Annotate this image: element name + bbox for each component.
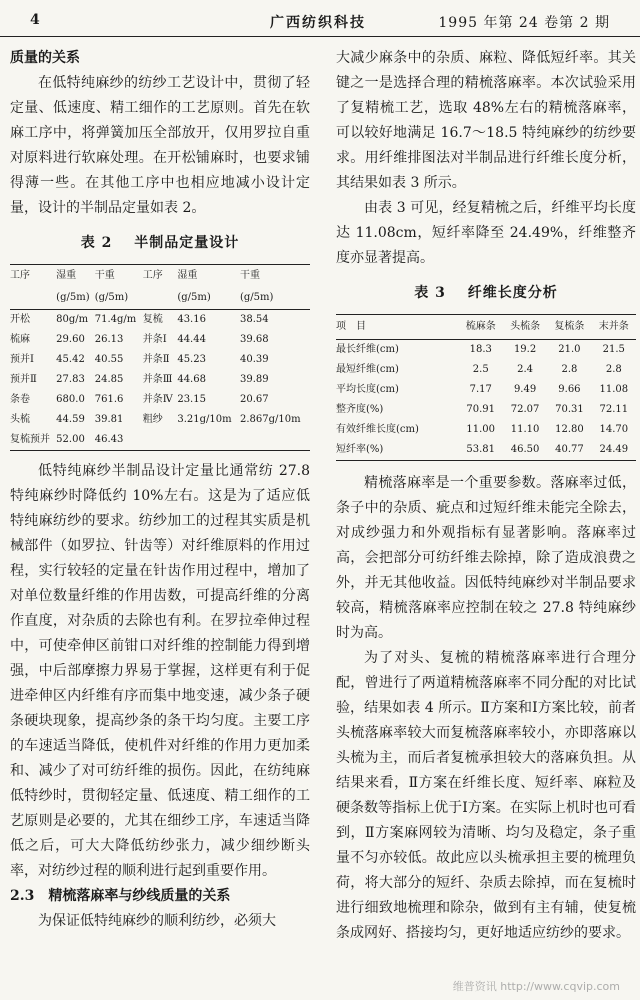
table-cell: 粗纱 [142,414,163,425]
table-cell: 44.59 [56,414,85,425]
table2-header: 湿重 [177,270,198,281]
issue-info: 1995 年第 24 卷第 2 期 [438,15,610,31]
table3-header: 头梳条 [503,315,547,340]
right-column [336,46,636,946]
table3-caption [336,281,636,306]
table-cell: 梳麻 [10,334,30,345]
table-cell: 2.5 [472,364,489,375]
table-cell: 并条Ⅰ [142,334,167,345]
table3-body [336,340,636,461]
table-cell: 2.867g/10m [239,414,301,425]
table-cell: 45.23 [177,354,206,365]
table-cell: 27.83 [56,374,85,385]
table3-header: 梳麻条 [459,315,503,340]
table-cell: 40.39 [239,354,269,365]
table-cell: 72.07 [510,404,540,415]
table2-unit: (g/5m) [240,287,310,310]
watermark: 维普资讯 http://www.cqvip.com [452,980,620,993]
section-heading-continued: 质量的关系 [10,50,80,66]
paragraph: 在低特纯麻纱的纺纱工艺设计中，贯彻了轻定量、低速度、精工细作的工艺原则。首先在软麻工序中，将弹簧加压全部放开，仅用罗拉自重对原料进行软麻处理。在开松铺麻时，也要求铺得薄一些。在其他工序中也相应地减小设计定量，设计的半制品定量如表 2。 [10,75,310,216]
table2-header: 干重 [239,270,260,281]
table-cell: 70.91 [466,404,496,415]
table-cell: 复梳 [142,314,163,325]
table-row [10,370,310,390]
table2-label: 表 2 [80,235,113,251]
table-cell [240,430,310,451]
table3 [336,314,636,461]
table-cell: 有效纤维长度(cm) [336,424,419,435]
page-number: 4 [30,12,40,28]
table-row [336,340,636,361]
table-cell: 52.00 [56,434,85,445]
table-cell: 2.8 [605,364,622,375]
table-row [10,310,310,331]
table-cell: 26.13 [94,334,124,345]
table-row [10,430,310,451]
table-cell: 70.31 [555,404,584,415]
table-cell: 46.43 [94,434,124,445]
table-cell: 761.6 [94,394,124,405]
paragraph: 为了对头、复梳的精梳落麻率进行合理分配，曾进行了两道精梳落麻率不同分配的对比试验，结果如表 4 所示。Ⅱ方案和Ⅰ方案比较，前者头梳落麻率较大而复梳落麻率较小，亦即落麻以头梳为主，而后者复梳承担较大的落麻负担。从结果来看，Ⅱ方案在纤维长度、短纤率、麻粒及硬条数等指标上优于Ⅰ方案。在实际上机时也可看到，Ⅱ方案麻网较为清晰、均匀及稳定，条子重量不匀亦较低。故此应以头梳承担主要的梳理负荷，将大部分的短纤、杂质去除掉，而在复梳时进行细致地梳理和除杂，做到有主有辅，使复梳条成网好、搭接均匀，更好地适应纺纱的要求。 [336,650,636,941]
table-cell: 21.0 [558,344,581,355]
table-cell: 20.67 [239,394,269,405]
table-cell: 80g/m [56,314,89,325]
table2-header-row [10,265,310,288]
table3-header-row [336,315,636,340]
table-cell: 并条Ⅲ [142,374,173,385]
table-cell: 39.68 [239,334,269,345]
paragraph: 低特纯麻纱半制品设计定量比通常纺 27.8 特纯麻纱时降低约 10%左右。这是为了适应低特纯麻纺纱的要求。纺纱加工的过程其实质是机械部件（如罗拉、针齿等）对纤维原料的作用过程，实行较轻的定量在针齿作用过程中，增加了对单位数量纤维的作用齿数，可提高纤维的分离作直度，对杂质的去除也有利。在罗拉牵伸过程中，可使牵伸区前钳口对纤维的控制能力得到增强，中后部摩擦力界易于掌握，这样更有利于促进牵伸区内纤维有序而集中地变速，减少条子硬条硬块现象，提高纱条的条干均匀度。主要工序的车速适当降低，使机件对纤维的作用力更加柔和、减少了对可纺纤维的损伤。因此，在纺纯麻低特纱时，贯彻轻定量、低速度、精工细作的工艺原则是必要的，尤其在细纱工序，车速适当降低之后，可大大降低纺纱张力，减少细纱断头率，对纺纱过程的顺利进行起到重要作用。 [10,463,310,879]
paragraph: 为保证低特纯麻纱的顺利纺纱，必须大 [38,913,276,929]
paragraph: 由表 3 可见，经复精梳之后，纤维平均长度达 11.08cm，短纤率降至 24.49%，纤维整齐度亦显著提高。 [336,200,636,266]
table-cell: 3.21g/10m [177,414,232,425]
table-row [336,420,636,440]
table-cell: 并条Ⅳ [142,394,173,405]
table-cell: 19.2 [513,344,537,355]
table-cell: 46.50 [510,444,540,455]
table-cell: 整齐度(%) [336,404,384,415]
table-cell: 复梳预并 [10,434,50,445]
table-cell: 11.08 [599,384,629,395]
table2-unit: (g/5m) [56,287,95,310]
table-cell: 2.8 [561,364,578,375]
table2-unit [10,287,56,310]
table3-label: 表 3 [414,285,446,301]
table-cell: 38.54 [239,314,269,325]
table-cell: 12.80 [555,424,584,435]
table-row [10,410,310,430]
table-cell: 21.5 [602,344,625,355]
table2-unit-row [10,287,310,310]
journal-name: 广西纺织科技 [270,15,366,31]
table-row [10,350,310,370]
table-cell: 44.68 [177,374,206,385]
table3-header: 复梳条 [547,315,591,340]
table2-header: 干重 [94,270,115,281]
table-cell: 23.15 [177,394,206,405]
table-cell: 开松 [10,314,30,325]
table-cell: 39.89 [239,374,269,385]
table-cell: 44.44 [177,334,206,345]
table2-header: 工序 [10,270,30,281]
table-row [336,380,636,400]
table-cell: 2.4 [517,364,534,375]
table2-header: 湿重 [56,270,77,281]
table2-unit: (g/5m) [177,287,240,310]
paragraph: 大减少麻条中的杂质、麻粒、降低短纤率。其关键之一是选择合理的精梳落麻率。本次试验采用了复精梳工艺，选取 48%左右的精梳落麻率，可以较好地满足 16.7～18.5 特纯麻纱的纺纱要求。用纤维排图法对半制品进行纤维长度分析，其结果如表 3 所示。 [336,50,636,191]
table-cell: 40.77 [555,444,584,455]
table-cell [143,430,178,451]
table-cell: 39.81 [94,414,124,425]
table-cell: 40.55 [94,354,124,365]
table-cell: 24.49 [599,444,629,455]
table2-body [10,310,310,451]
table-cell: 短纤率(%) [336,444,384,455]
table-cell: 71.4g/m [94,314,137,325]
table-cell: 24.85 [94,374,124,385]
table-cell: 45.42 [56,354,85,365]
table-cell [177,430,240,451]
table2 [10,264,310,451]
table2-unit: (g/5m) [95,287,143,310]
table2-title: 半制品定量设计 [134,235,240,251]
section-heading: 2.3 精梳落麻率与纱线质量的关系 [10,888,231,904]
table-row [10,390,310,410]
table-cell: 29.60 [56,334,85,345]
table-cell: 11.00 [466,424,496,435]
table-cell: 最短纤维(cm) [336,364,399,375]
table3-title: 纤维长度分析 [467,285,558,301]
page-header [0,0,640,37]
table-cell: 11.10 [510,424,540,435]
table-cell: 680.0 [56,394,85,405]
table-cell: 预并Ⅱ [10,374,37,385]
paragraph: 精梳落麻率是一个重要参数。落麻率过低，条子中的杂质、疵点和过短纤维未能完全除去，对成纱强力和外观指标有显著影响。落麻率过高，会把部分可纺纤维去除掉，除了造成浪费之外，并无其他收益。因低特纯麻纱对半制品要求较高，精梳落麻率应控制在较之 27.8 特纯麻纱时为高。 [336,475,636,641]
table-cell: 18.3 [469,344,492,355]
table-row [336,360,636,380]
table-cell: 并条Ⅱ [142,354,170,365]
table2-caption [10,231,310,256]
table3-header: 末并条 [592,315,636,340]
table2-unit [143,287,178,310]
table3-header: 项 目 [336,315,459,340]
left-column [10,46,310,934]
table-cell: 53.81 [466,444,496,455]
table-row [336,400,636,420]
table2-header: 工序 [142,270,163,281]
table-row [10,330,310,350]
table-cell: 9.66 [558,384,581,395]
table-cell: 7.17 [469,384,492,395]
table-cell: 平均长度(cm) [336,384,399,395]
table-cell: 14.70 [599,424,629,435]
table-cell: 条卷 [10,394,30,405]
table-cell: 预并Ⅰ [10,354,34,365]
table-row [336,440,636,461]
table-cell: 43.16 [177,314,206,325]
table-cell: 头梳 [10,414,30,425]
table-cell: 72.11 [599,404,629,415]
table-cell: 9.49 [513,384,537,395]
table-cell: 最长纤维(cm) [336,344,399,355]
